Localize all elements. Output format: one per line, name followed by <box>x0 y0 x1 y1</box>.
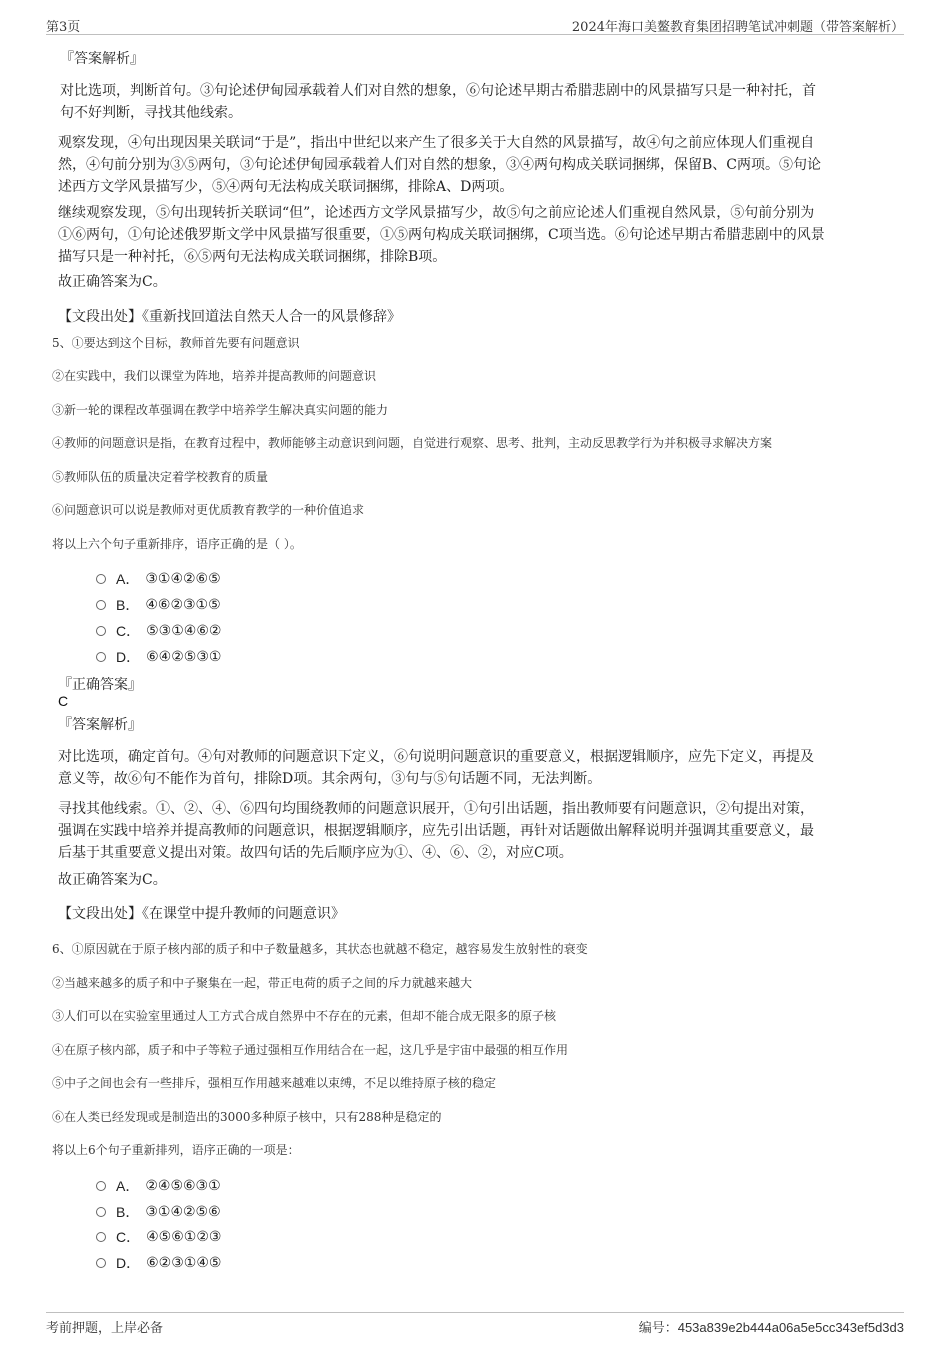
radio-icon[interactable] <box>96 1181 106 1191</box>
q5-source: 【文段出处】《在课堂中提升教师的问题意识》 <box>58 906 345 922</box>
q6-option-a[interactable]: A． ②④⑤⑥③① <box>96 1176 221 1196</box>
q6-prompt: 将以上6个句子重新排列，语序正确的一项是： <box>52 1143 300 1157</box>
page-footer <box>46 1312 904 1339</box>
radio-icon[interactable] <box>96 652 106 662</box>
document-code: 编号：453a839e2b444a06a5e5cc343ef5d3d3 <box>638 1320 904 1336</box>
page-header <box>46 10 904 35</box>
q5-sentence-4: ④教师的问题意识是指，在教育过程中，教师能够主动意识到问题，自觉进行观察、思考、批判，主动反思教学行为并积极寻求解决方案 <box>52 436 773 450</box>
q6-sentence-2: ②当越来越多的质子和中子聚集在一起，带正电荷的质子之间的斥力就越来越大 <box>52 976 473 990</box>
q5-analysis-p2: 寻找其他线索。①、②、④、⑥四句均围绕教师的问题意识展开，①句引出话题，指出教师要有问题意识，②句提出对策， 强调在实践中培养并提高教师的问题意识，根据逻辑顺序，应先引出话题，再针对话题做出解释说明并强调其重要意义，最 后基于其重要意义提出对策。故四句话的先后顺序应为①、④、⑥、②，对应C项。 <box>58 801 814 861</box>
radio-icon[interactable] <box>96 1207 106 1217</box>
q5-option-d[interactable]: D． ⑥④②⑤③① <box>96 647 221 667</box>
q6-option-d[interactable]: D． ⑥②③①④⑤ <box>96 1253 221 1273</box>
footer-slogan: 考前押题，上岸必备 <box>46 1321 164 1336</box>
q4-conclusion: 故正确答案为C。 <box>58 274 167 290</box>
q5-correct-answer: C <box>58 693 69 709</box>
q6-sentence-5: ⑤中子之间也会有一些排斥，强相互作用越来越难以束缚，不足以维持原子核的稳定 <box>52 1076 497 1090</box>
radio-icon[interactable] <box>96 574 106 584</box>
radio-icon[interactable] <box>96 626 106 636</box>
q4-analysis-p2: 观察发现，④句出现因果关联词“于是”，指出中世纪以来产生了很多关于大自然的风景描写，故④句之前应体现人们重视自 然，④句前分别为③⑤两句，③句论述伊甸园承载着人们对自然的想象，③④两句构成关联词捆绑，保留B、C两项。⑤句论 述西方文学风景描写少，⑤④两句无法构成关联词捆绑，排除A、D两项。 <box>58 135 821 195</box>
q5-analysis-p1: 对比选项，确定首句。④句对教师的问题意识下定义，⑥句说明问题意识的重要意义，根据逻辑顺序，应先下定义，再提及 意义等，故⑥句不能作为首句，排除D项。其余两句，③句与⑤句话题不同，无法判断。 <box>58 749 814 787</box>
q4-analysis-p3: 继续观察发现，⑤句出现转折关联词“但”，论述西方文学风景描写少，故⑤句之前应论述人们重视自然风景，⑤句前分别为 ①⑥两句，①句论述俄罗斯文学中风景描写很重要，①⑤两句构成关联词捆绑，C项当选。⑥句论述早期古希腊悲剧中的风景 描写只是一种衬托，⑥⑤两句无法构成关联词捆绑，排除B项。 <box>58 205 825 265</box>
q6-option-c[interactable]: C． ④⑤⑥①②③ <box>96 1227 221 1247</box>
q5-prompt: 将以上六个句子重新排序，语序正确的是（ ）。 <box>52 537 302 551</box>
q6-sentence-6: ⑥在人类已经发现或是制造出的3000多种原子核中，只有288种是稳定的 <box>52 1110 442 1124</box>
radio-icon[interactable] <box>96 1258 106 1268</box>
radio-icon[interactable] <box>96 600 106 610</box>
q6-sentence-1: 6、①原因就在于原子核内部的质子和中子数量越多，其状态也就越不稳定，越容易发生放射性的衰变 <box>52 942 588 956</box>
q4-analysis-p1: 对比选项，判断首句。③句论述伊甸园承载着人们对自然的想象，⑥句论述早期古希腊悲剧中的风景描写只是一种衬托，首 句不好判断，寻找其他线索。 <box>60 83 816 121</box>
q4-analysis-label: 『答案解析』 <box>60 51 144 67</box>
q5-conclusion: 故正确答案为C。 <box>58 872 167 888</box>
q5-sentence-3: ③新一轮的课程改革强调在教学中培养学生解决真实问题的能力 <box>52 403 389 417</box>
q5-correct-label: 『正确答案』 <box>58 677 142 693</box>
q5-sentence-2: ②在实践中，我们以课堂为阵地，培养并提高教师的问题意识 <box>52 369 377 383</box>
q5-analysis-label: 『答案解析』 <box>58 717 142 733</box>
q4-source: 【文段出处】《重新找回道法自然天人合一的风景修辞》 <box>58 309 401 325</box>
q6-sentence-3: ③人们可以在实验室里通过人工方式合成自然界中不存在的元素，但却不能合成无限多的原子核 <box>52 1009 557 1023</box>
page-number: 第3页 <box>46 20 81 35</box>
q6-sentence-4: ④在原子核内部，质子和中子等粒子通过强相互作用结合在一起，这几乎是宇宙中最强的相互作用 <box>52 1043 569 1057</box>
q5-sentence-5: ⑤教师队伍的质量决定着学校教育的质量 <box>52 470 269 484</box>
q6-option-b[interactable]: B． ③①④②⑤⑥ <box>96 1202 221 1222</box>
q5-option-b[interactable]: B． ④⑥②③①⑤ <box>96 595 221 615</box>
q5-option-c[interactable]: C． ⑤③①④⑥② <box>96 621 221 641</box>
q5-option-a[interactable]: A． ③①④②⑥⑤ <box>96 569 221 589</box>
q5-sentence-6: ⑥问题意识可以说是教师对更优质教育教学的一种价值追求 <box>52 503 365 517</box>
radio-icon[interactable] <box>96 1232 106 1242</box>
q5-sentence-1: 5、①要达到这个目标，教师首先要有问题意识 <box>52 336 300 350</box>
document-title: 2024年海口美鳌教育集团招聘笔试冲刺题（带答案解析） <box>571 20 904 35</box>
